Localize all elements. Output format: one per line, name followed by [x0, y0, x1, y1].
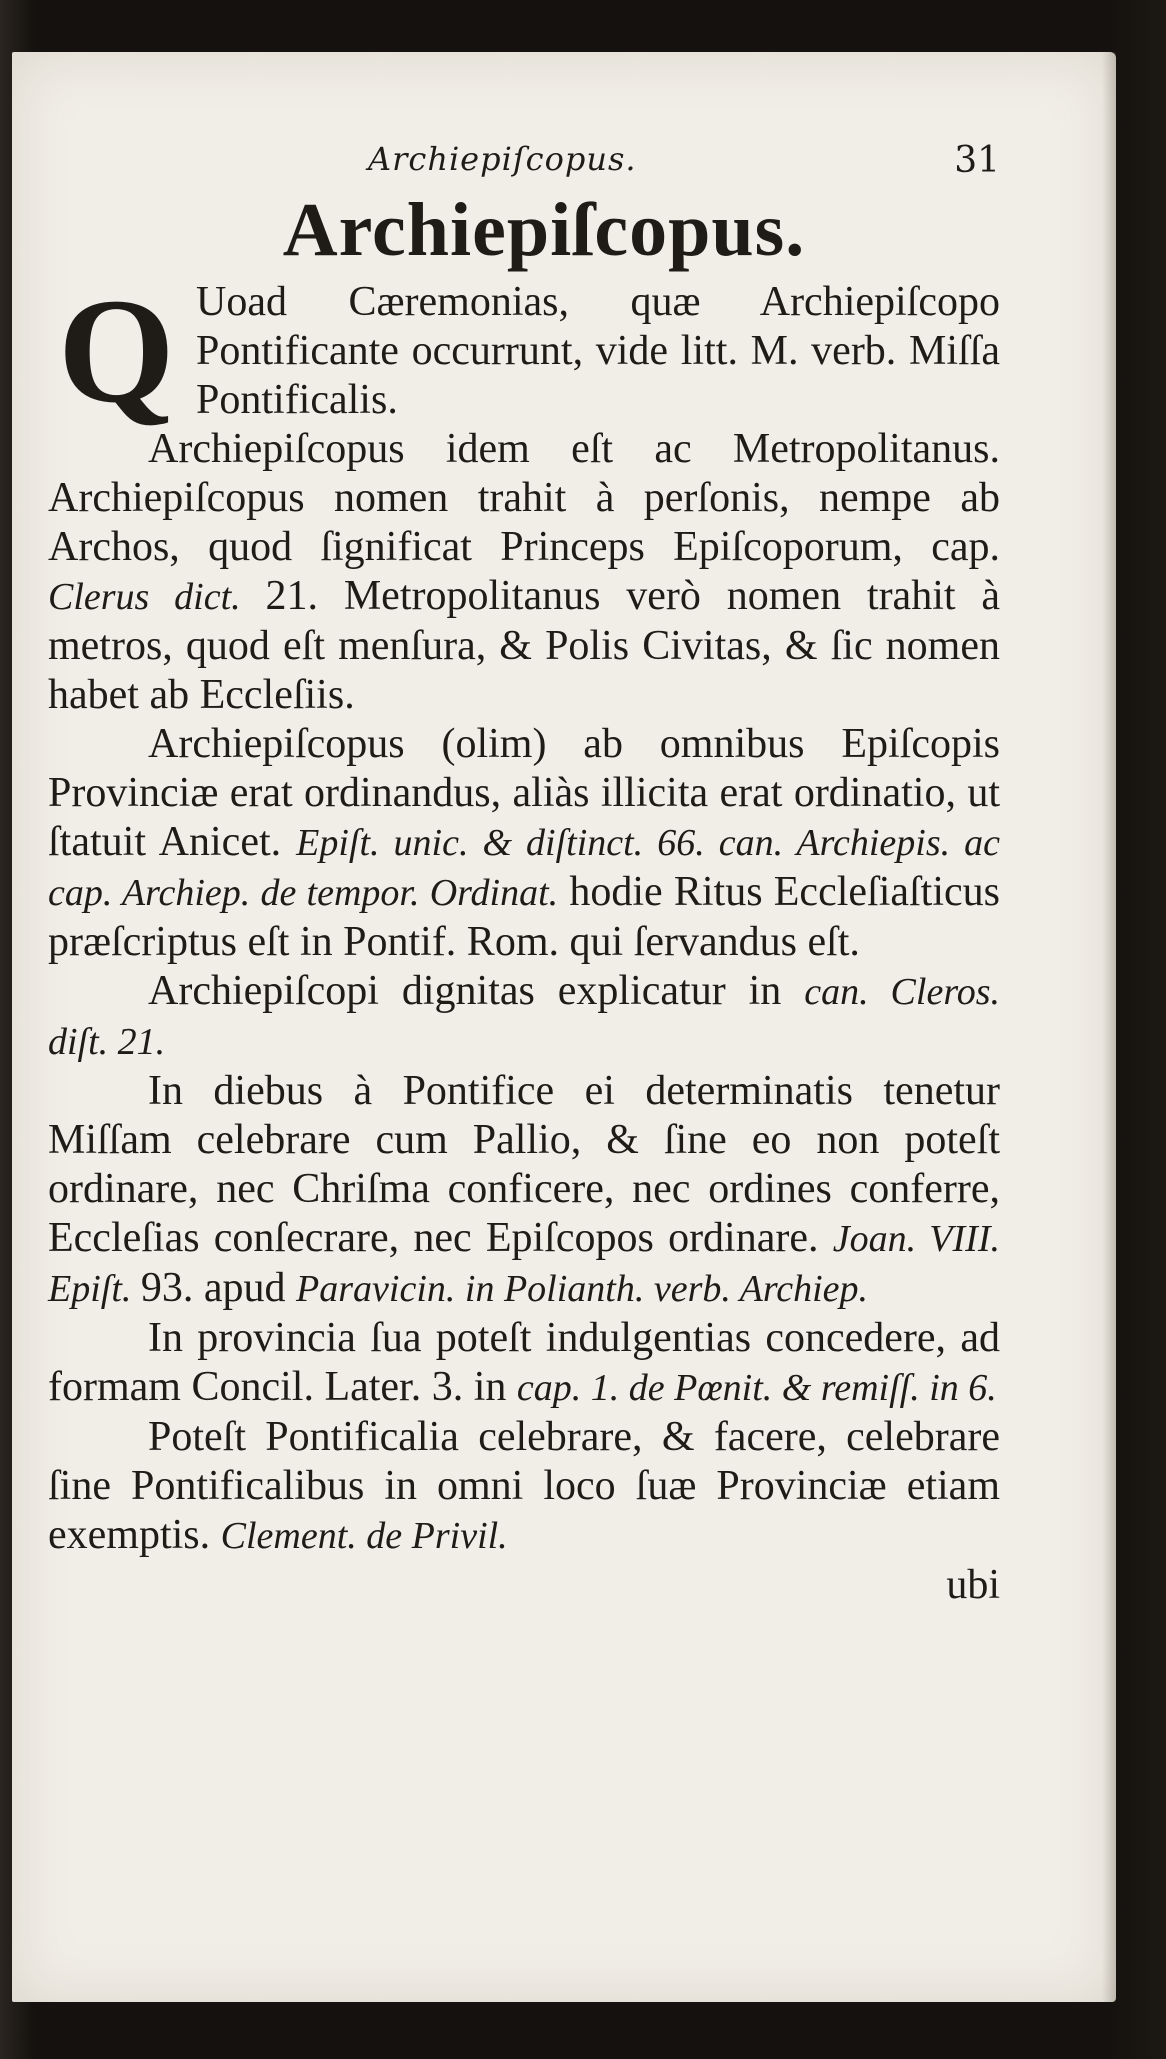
paragraph-2	[48, 425, 1000, 720]
paragraph-5	[48, 1067, 1000, 1314]
paragraph-3	[48, 720, 1000, 967]
page-content	[48, 140, 1000, 1610]
paragraph-1-text: Uoad Cæremonias, quæ Archiepiſcopo Pontificante occurrunt, vide litt. M. verb. Miſſa Pontificalis.	[196, 279, 1000, 423]
paragraph-3-text-b: hodie Ritus Eccleſiaſticus præſcriptus eſt in Pontif. Rom. qui ſervandus eſt.	[48, 869, 1000, 965]
paragraph-2-text-a: Archiepiſcopus idem eſt ac Metropolitanus. Archiepiſcopus nomen trahit à perſonis, nempe ab Archos, quod ſignificat Princeps Epiſcoporum, cap.	[48, 426, 1000, 570]
paragraph-1	[48, 268, 1000, 434]
paragraph-5-citation-a: Joan. VIII. Epiſt.	[48, 1218, 1000, 1310]
page-number: 31	[954, 140, 1000, 181]
paragraph-6-citation: cap. 1. de Pœnit. & remiſſ. in 6.	[516, 1367, 997, 1409]
paragraph-5-text-b: 93. apud	[140, 1265, 297, 1311]
running-title: Archiepiſcopus.	[368, 140, 637, 178]
entry-title: Archiepiſcopus.	[282, 188, 806, 272]
paragraph-4	[48, 967, 1000, 1067]
paragraph-2-citation: Clerus dict.	[48, 576, 266, 618]
paragraph-5-citation-b: Paravicin. in Polianth. verb. Archiep.	[296, 1268, 869, 1310]
paragraph-7	[48, 1413, 1000, 1561]
drop-cap-letter: Q	[58, 268, 175, 434]
paragraph-2-text-b: 21. Metropolitanus verò nomen trahit à metros, quod eſt menſura, & Polis Civitas, & ſic nomen habet ab Eccleſiis.	[48, 573, 1001, 718]
catchword: ubi	[946, 1562, 1000, 1608]
paragraph-3-text-a: Archiepiſcopus (olim) ab omnibus Epiſcopis Provinciæ erat ordinandus, aliàs illicita erat ordinatio, ut ſtatuit Anicet.	[48, 721, 1000, 865]
paragraph-3-citation: Epiſt. unic. & diſtinct. 66. can. Archiepis. ac cap. Archiep. de tempor. Ordinat.	[48, 822, 1000, 914]
running-head	[48, 140, 1000, 188]
book-page	[12, 52, 1116, 2002]
paragraph-7-citation: Clement. de Privil.	[220, 1515, 508, 1557]
paragraph-5-text-a: In diebus à Pontifice ei determinatis tenetur Miſſam celebrare cum Pallio, & ſine eo non poteſt ordinare, nec Chriſma conficere, nec ordines conferre, Eccleſias conſecrare, nec Epiſcopos ordinare.	[48, 1068, 1000, 1261]
paragraph-6	[48, 1314, 1000, 1413]
paragraph-7-text: Poteſt Pontificalia celebrare, & facere, celebrare ſine Pontificalibus in omni loco ſuæ Provinciæ etiam exemptis.	[48, 1414, 1000, 1558]
paragraph-6-text: In provincia ſua poteſt indulgentias concedere, ad formam Concil. Later. 3. in	[48, 1315, 1000, 1410]
paragraph-4-citation: can. Cleros. diſt. 21.	[48, 971, 1000, 1063]
paragraph-4-text: Archiepiſcopi dignitas explicatur in	[148, 968, 805, 1014]
page-edge-shadow	[1102, 52, 1116, 2002]
